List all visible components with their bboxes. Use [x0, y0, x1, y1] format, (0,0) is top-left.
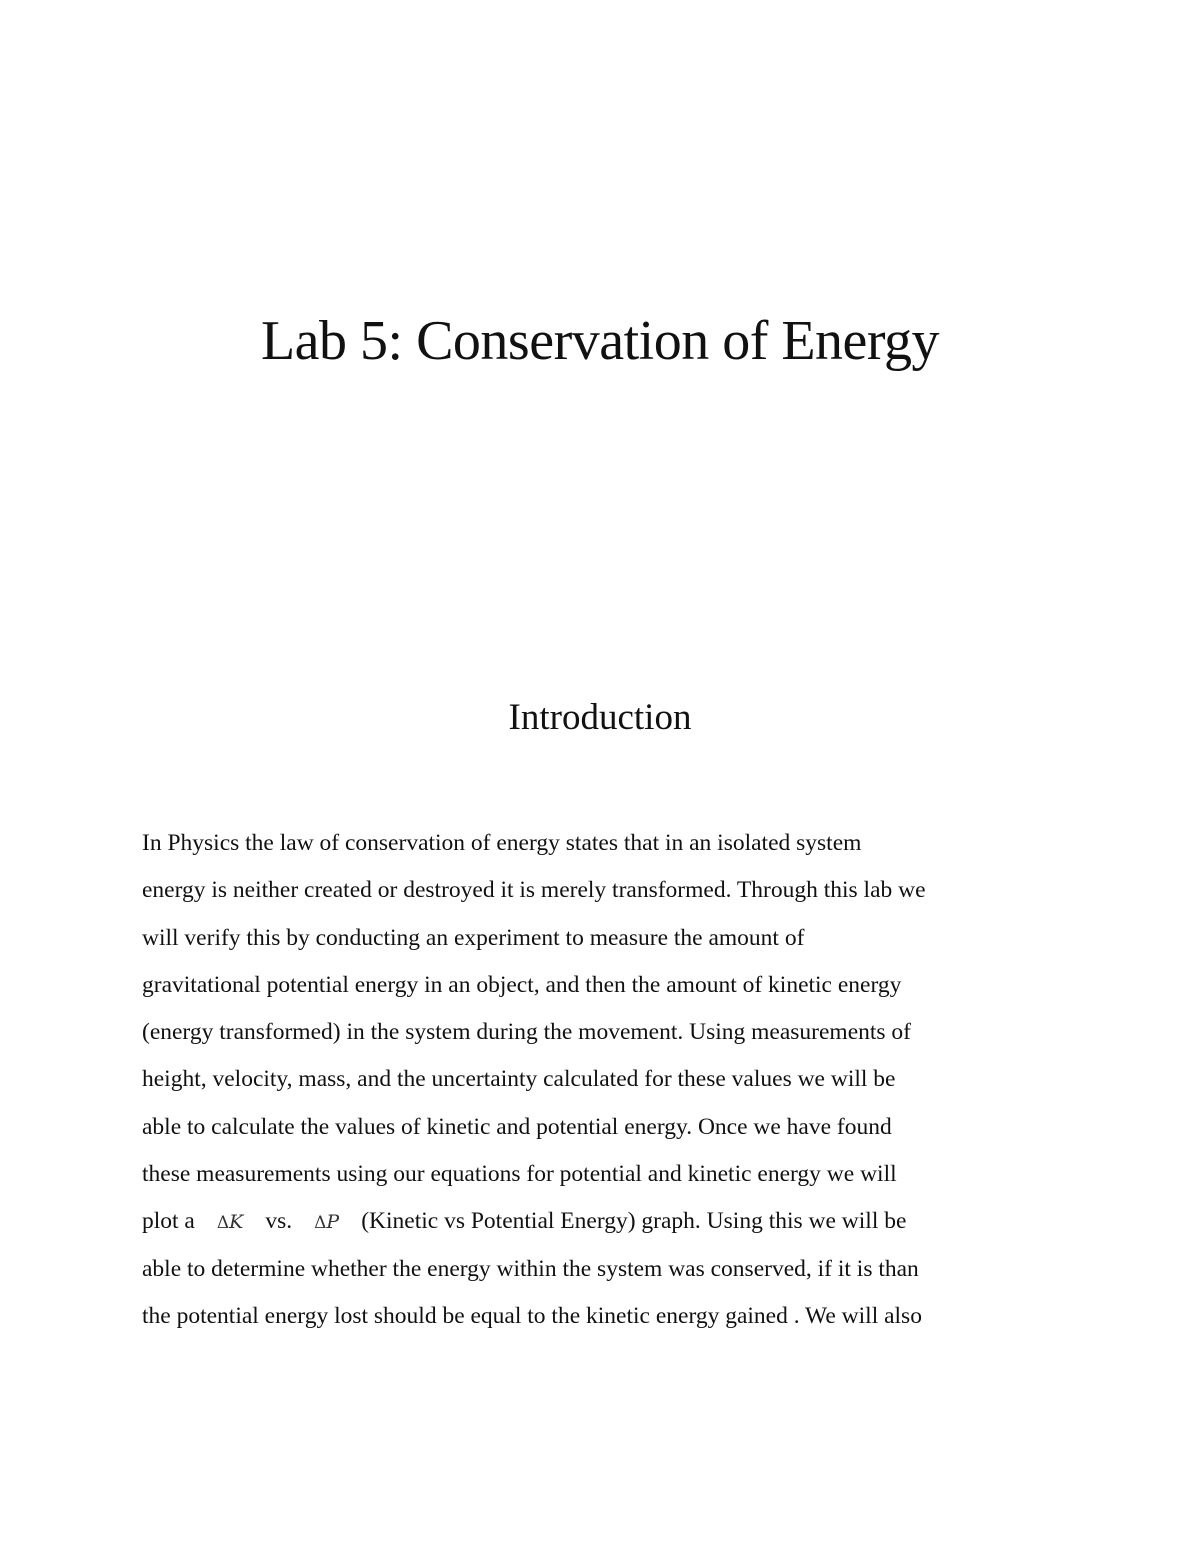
- section-heading-introduction: Introduction: [508, 697, 692, 738]
- plot-line-middle: vs.: [265, 1208, 293, 1235]
- paragraph-line: able to determine whether the energy within the system was conserved, if it is than: [142, 1255, 919, 1282]
- delta-k-symbol: [217, 1211, 243, 1233]
- delta-p-symbol: [314, 1211, 339, 1233]
- plot-line-suffix: (Kinetic vs Potential Energy) graph. Using this we will be: [361, 1208, 907, 1235]
- plot-line-prefix: plot a: [142, 1208, 195, 1235]
- paragraph-line: the potential energy lost should be equal to the kinetic energy gained . We will also: [142, 1302, 922, 1329]
- paragraph-line: In Physics the law of conservation of energy states that in an isolated system: [142, 830, 862, 856]
- delta-symbol: Δ: [216, 1213, 230, 1234]
- paragraph-line: these measurements using our equations for potential and kinetic energy we will: [142, 1161, 897, 1188]
- introduction-paragraph: [142, 820, 1072, 1340]
- paragraph-line: able to calculate the values of kinetic and potential energy. Once we have found: [142, 1113, 892, 1140]
- document-title: Lab 5: Conservation of Energy: [260, 310, 940, 372]
- delta-symbol: Δ: [314, 1213, 327, 1234]
- paragraph-line-with-math: [142, 1198, 1072, 1245]
- p-symbol: P: [326, 1211, 340, 1234]
- paragraph-line: will verify this by conducting an experiment to measure the amount of: [142, 924, 805, 951]
- paragraph-line: height, velocity, mass, and the uncertainty calculated for these values we will be: [142, 1066, 896, 1093]
- paragraph-line: gravitational potential energy in an object, and then the amount of kinetic energy: [142, 971, 902, 998]
- paragraph-line: (energy transformed) in the system during the movement. Using measurements of: [142, 1019, 912, 1046]
- k-symbol: K: [229, 1211, 244, 1234]
- paragraph-line: energy is neither created or destroyed it is merely transformed. Through this lab we: [142, 877, 926, 904]
